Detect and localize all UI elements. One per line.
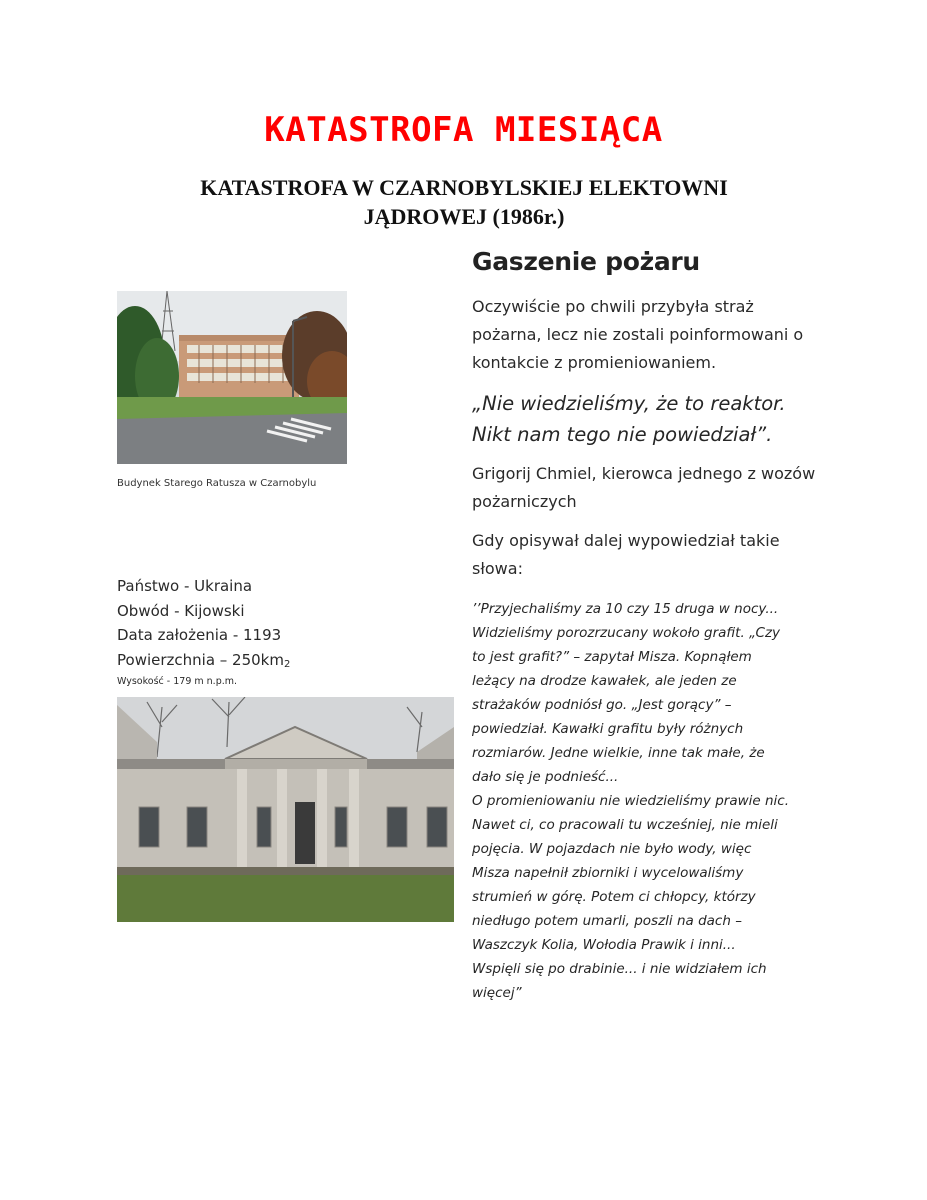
long-quote-line: pojęcia. W pojazdach nie było wody, więc xyxy=(472,841,752,857)
long-quote-line: Waszczyk Kolia, Wołodia Prawik i inni... xyxy=(472,937,736,953)
fact-area xyxy=(117,648,290,676)
subtitle-line-2: JĄDROWEJ (1986r.) xyxy=(363,204,565,229)
manor-photo xyxy=(117,697,454,922)
city-facts xyxy=(117,574,290,689)
long-quote-line: Widzieliśmy porozrzucany wokoło grafit. „Czy xyxy=(472,625,781,641)
quote-attribution: Grigorij Chmiel, kierowca jednego z wozów pożarniczych xyxy=(472,464,816,511)
fact-area-label: Powierzchnia – 250km xyxy=(117,650,284,669)
fact-area-superscript: 2 xyxy=(283,658,291,670)
long-quote-line: O promieniowaniu nie wiedzieliśmy prawie nic. xyxy=(472,793,790,809)
right-column xyxy=(472,247,827,1005)
section-heading: Gaszenie pożaru xyxy=(472,247,700,276)
main-title: KATASTROFA MIESIĄCA xyxy=(264,110,663,150)
fact-elevation: Wysokość - 179 m n.p.m. xyxy=(117,676,238,687)
photo-caption: Budynek Starego Ratusza w Czarnobylu xyxy=(117,478,317,489)
town-hall-photo xyxy=(117,291,347,464)
long-quote-line: leżący na drodze kawałek, ale jeden ze xyxy=(472,673,737,689)
long-quote-line: niedługo potem umarli, poszli na dach – xyxy=(472,913,742,929)
long-quote-line: Nawet ci, co pracowali tu wcześniej, nie mieli xyxy=(472,817,778,833)
intro-paragraph: Oczywiście po chwili przybyła straż pożarna, lecz nie zostali poinformowani o kontakcie z promieniowaniem. xyxy=(472,297,804,372)
long-quote-line: dało się je podnieść... xyxy=(472,769,619,785)
long-quote-line: strażaków podniósł go. „Jest gorący” – xyxy=(472,697,732,713)
quote-intro: Gdy opisywał dalej wypowiedział takie słowa: xyxy=(472,531,780,578)
long-quote-line: więcej” xyxy=(472,985,522,1001)
long-quote-line: powiedział. Kawałki grafitu były różnych xyxy=(472,721,744,737)
subtitle-line-1: KATASTROFA W CZARNOBYLSKIEJ ELEKTOWNI xyxy=(200,175,728,200)
fact-country: Państwo - Ukraina xyxy=(117,577,253,595)
long-quote-line: Wspięli się po drabinie... i nie widziałem ich xyxy=(472,961,767,977)
fact-oblast: Obwód - Kijowski xyxy=(117,601,245,620)
long-quote-line: Misza napełnił zbiorniki i wycelowaliśmy xyxy=(472,865,744,881)
long-quote xyxy=(472,597,827,1005)
long-quote-line: rozmiarów. Jedne wielkie, inne tak małe, że xyxy=(472,745,765,761)
firefighter-quote: „Nie wiedzieliśmy, że to reaktor. Nikt nam tego nie powiedział”. xyxy=(472,392,786,446)
long-quote-line: ’’Przyjechaliśmy za 10 czy 15 druga w nocy... xyxy=(472,601,779,617)
fact-founded: Data założenia - 1193 xyxy=(117,626,282,644)
long-quote-line: to jest grafit?” – zapytał Misza. Kopnąłem xyxy=(472,649,752,665)
long-quote-line: strumień w górę. Potem ci chłopcy, którzy xyxy=(472,889,756,905)
subtitle xyxy=(150,173,778,231)
